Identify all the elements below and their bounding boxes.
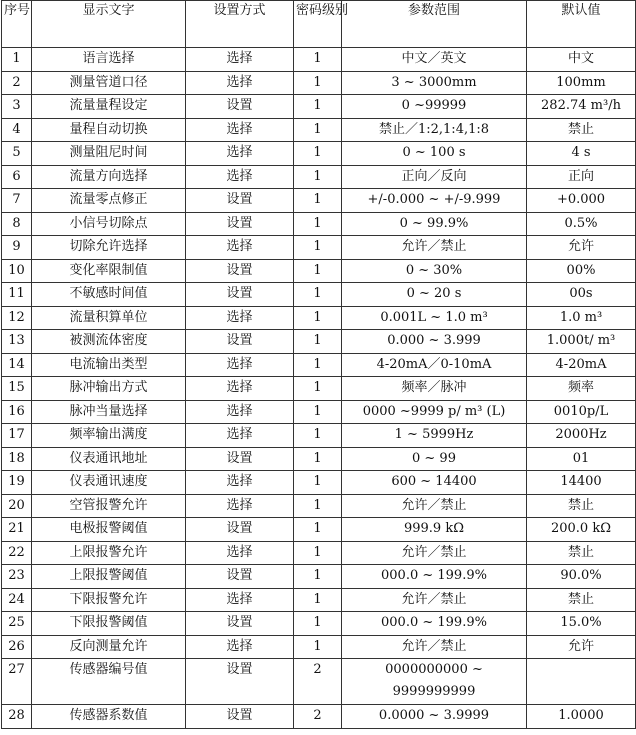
table-row [2, 189, 636, 213]
cell-default: 100mm [527, 71, 636, 95]
cell-level: 1 [294, 212, 342, 236]
cell-level: 1 [294, 377, 342, 401]
cell-level: 1 [294, 48, 342, 72]
header-range: 参数范围 [342, 1, 527, 48]
table-row [2, 518, 636, 542]
cell-default: +0.000 [527, 189, 636, 213]
cell-range: 0000 ~9999 p/ m³ (L) [342, 400, 527, 424]
cell-range: 允许／禁止 [342, 494, 527, 518]
table-row [2, 377, 636, 401]
cell-range: 0.0000 ~ 3.9999 [342, 705, 527, 729]
cell-range: 中文／英文 [342, 48, 527, 72]
cell-range: 0000000000 ~ 9999999999 [342, 659, 527, 705]
cell-range: 4-20mA／0-10mA [342, 353, 527, 377]
cell-no: 25 [2, 612, 32, 636]
cell-default: 1.0000 [527, 705, 636, 729]
cell-default: 01 [527, 447, 636, 471]
cell-no: 13 [2, 330, 32, 354]
table-row [2, 212, 636, 236]
table-row [2, 565, 636, 589]
cell-level: 1 [294, 259, 342, 283]
cell-name: 脉冲当量选择 [32, 400, 186, 424]
cell-no: 8 [2, 212, 32, 236]
cell-level: 1 [294, 565, 342, 589]
cell-range: 3 ~ 3000mm [342, 71, 527, 95]
cell-default: 允许 [527, 236, 636, 260]
cell-range: 允许／禁止 [342, 635, 527, 659]
cell-no: 16 [2, 400, 32, 424]
cell-name: 电流输出类型 [32, 353, 186, 377]
cell-default: 禁止 [527, 588, 636, 612]
cell-no: 23 [2, 565, 32, 589]
cell-range: 0.001L ~ 1.0 m³ [342, 306, 527, 330]
cell-level: 1 [294, 447, 342, 471]
cell-name: 仪表通讯速度 [32, 471, 186, 495]
cell-mode: 选择 [186, 541, 294, 565]
cell-name: 脉冲输出方式 [32, 377, 186, 401]
cell-mode: 设置 [186, 659, 294, 705]
cell-range: 0 ~99999 [342, 95, 527, 119]
cell-level: 2 [294, 659, 342, 705]
cell-range: 0 ~ 99.9% [342, 212, 527, 236]
cell-mode: 选择 [186, 165, 294, 189]
cell-level: 1 [294, 330, 342, 354]
cell-default: 1.0 m³ [527, 306, 636, 330]
cell-mode: 设置 [186, 189, 294, 213]
table-row [2, 541, 636, 565]
cell-mode: 设置 [186, 212, 294, 236]
cell-name: 测量阻尼时间 [32, 142, 186, 166]
cell-default: 1.000t/ m³ [527, 330, 636, 354]
table-row [2, 659, 636, 705]
cell-no: 14 [2, 353, 32, 377]
cell-mode: 设置 [186, 705, 294, 729]
cell-range: 0 ~ 20 s [342, 283, 527, 307]
table-row [2, 424, 636, 448]
cell-mode: 设置 [186, 565, 294, 589]
cell-default: 禁止 [527, 494, 636, 518]
cell-no: 5 [2, 142, 32, 166]
cell-no: 7 [2, 189, 32, 213]
cell-no: 22 [2, 541, 32, 565]
cell-no: 11 [2, 283, 32, 307]
cell-level: 1 [294, 518, 342, 542]
cell-default: 14400 [527, 471, 636, 495]
cell-mode: 设置 [186, 259, 294, 283]
cell-no: 21 [2, 518, 32, 542]
cell-no: 3 [2, 95, 32, 119]
table-row [2, 165, 636, 189]
cell-mode: 选择 [186, 236, 294, 260]
cell-default: 4-20mA [527, 353, 636, 377]
table-row [2, 635, 636, 659]
cell-mode: 设置 [186, 330, 294, 354]
cell-name: 下限报警阈值 [32, 612, 186, 636]
cell-range: 允许／禁止 [342, 236, 527, 260]
table-row [2, 705, 636, 729]
cell-name: 下限报警允许 [32, 588, 186, 612]
cell-level: 1 [294, 494, 342, 518]
cell-no: 20 [2, 494, 32, 518]
cell-name: 切除允许选择 [32, 236, 186, 260]
cell-name: 流量方向选择 [32, 165, 186, 189]
cell-level: 1 [294, 541, 342, 565]
cell-mode: 选择 [186, 635, 294, 659]
cell-default: 中文 [527, 48, 636, 72]
table-body [2, 48, 636, 729]
table-row [2, 353, 636, 377]
table-row [2, 306, 636, 330]
cell-range: 000.0 ~ 199.9% [342, 565, 527, 589]
cell-name: 空管报警允许 [32, 494, 186, 518]
cell-level: 2 [294, 705, 342, 729]
cell-default [527, 659, 636, 705]
table-header [2, 1, 636, 48]
table-row [2, 48, 636, 72]
cell-level: 1 [294, 95, 342, 119]
cell-mode: 设置 [186, 612, 294, 636]
header-row [2, 1, 636, 48]
cell-no: 10 [2, 259, 32, 283]
cell-mode: 选择 [186, 424, 294, 448]
cell-default: 0010p/L [527, 400, 636, 424]
cell-level: 1 [294, 118, 342, 142]
cell-range: 0 ~ 99 [342, 447, 527, 471]
table-row [2, 259, 636, 283]
cell-name: 传感器编号值 [32, 659, 186, 705]
cell-range: 禁止／1:2,1:4,1:8 [342, 118, 527, 142]
table-row [2, 400, 636, 424]
cell-range: 999.9 kΩ [342, 518, 527, 542]
table-row [2, 330, 636, 354]
cell-mode: 设置 [186, 447, 294, 471]
cell-level: 1 [294, 353, 342, 377]
cell-level: 1 [294, 424, 342, 448]
header-default: 默认值 [527, 1, 636, 48]
cell-default: 200.0 kΩ [527, 518, 636, 542]
cell-no: 9 [2, 236, 32, 260]
table-row [2, 494, 636, 518]
cell-no: 28 [2, 705, 32, 729]
cell-level: 1 [294, 142, 342, 166]
cell-range: 000.0 ~ 199.9% [342, 612, 527, 636]
table-row [2, 471, 636, 495]
cell-range: 频率／脉冲 [342, 377, 527, 401]
cell-range: 1 ~ 5999Hz [342, 424, 527, 448]
cell-level: 1 [294, 306, 342, 330]
cell-default: 00% [527, 259, 636, 283]
cell-name: 流量积算单位 [32, 306, 186, 330]
cell-range: 0.000 ~ 3.999 [342, 330, 527, 354]
table-row [2, 447, 636, 471]
cell-level: 1 [294, 400, 342, 424]
cell-name: 流量量程设定 [32, 95, 186, 119]
header-level: 密码级别 [294, 1, 342, 48]
cell-default: 4 s [527, 142, 636, 166]
cell-name: 上限报警阈值 [32, 565, 186, 589]
cell-no: 19 [2, 471, 32, 495]
table-row [2, 236, 636, 260]
cell-name: 上限报警允许 [32, 541, 186, 565]
cell-name: 被测流体密度 [32, 330, 186, 354]
cell-level: 1 [294, 189, 342, 213]
cell-level: 1 [294, 635, 342, 659]
cell-default: 禁止 [527, 541, 636, 565]
cell-no: 4 [2, 118, 32, 142]
cell-name: 小信号切除点 [32, 212, 186, 236]
cell-no: 12 [2, 306, 32, 330]
cell-name: 频率输出满度 [32, 424, 186, 448]
cell-no: 27 [2, 659, 32, 705]
table-row [2, 588, 636, 612]
cell-no: 6 [2, 165, 32, 189]
cell-no: 24 [2, 588, 32, 612]
cell-name: 语言选择 [32, 48, 186, 72]
cell-default: 频率 [527, 377, 636, 401]
table-row [2, 118, 636, 142]
header-mode: 设置方式 [186, 1, 294, 48]
table-row [2, 95, 636, 119]
cell-mode: 选择 [186, 71, 294, 95]
cell-mode: 选择 [186, 588, 294, 612]
cell-default: 正向 [527, 165, 636, 189]
cell-name: 变化率限制值 [32, 259, 186, 283]
cell-level: 1 [294, 236, 342, 260]
cell-no: 2 [2, 71, 32, 95]
cell-range: +/-0.000 ~ +/-9.999 [342, 189, 527, 213]
cell-range: 0 ~ 100 s [342, 142, 527, 166]
cell-mode: 选择 [186, 118, 294, 142]
cell-level: 1 [294, 71, 342, 95]
table-row [2, 142, 636, 166]
cell-range: 600 ~ 14400 [342, 471, 527, 495]
cell-range: 允许／禁止 [342, 541, 527, 565]
parameter-table [1, 0, 636, 729]
cell-range: 允许／禁止 [342, 588, 527, 612]
cell-level: 1 [294, 165, 342, 189]
table-row [2, 612, 636, 636]
cell-name: 电极报警阈值 [32, 518, 186, 542]
cell-level: 1 [294, 612, 342, 636]
cell-name: 测量管道口径 [32, 71, 186, 95]
cell-default: 禁止 [527, 118, 636, 142]
cell-mode: 选择 [186, 494, 294, 518]
cell-no: 18 [2, 447, 32, 471]
cell-default: 282.74 m³/h [527, 95, 636, 119]
cell-mode: 设置 [186, 518, 294, 542]
cell-mode: 设置 [186, 283, 294, 307]
cell-default: 15.0% [527, 612, 636, 636]
cell-level: 1 [294, 588, 342, 612]
cell-name: 不敏感时间值 [32, 283, 186, 307]
cell-default: 00s [527, 283, 636, 307]
cell-name: 仪表通讯地址 [32, 447, 186, 471]
cell-level: 1 [294, 283, 342, 307]
cell-range: 0 ~ 30% [342, 259, 527, 283]
cell-mode: 选择 [186, 471, 294, 495]
cell-default: 允许 [527, 635, 636, 659]
cell-mode: 设置 [186, 95, 294, 119]
cell-no: 15 [2, 377, 32, 401]
cell-mode: 选择 [186, 142, 294, 166]
cell-level: 1 [294, 471, 342, 495]
cell-mode: 选择 [186, 353, 294, 377]
header-no: 序号 [2, 1, 32, 48]
cell-name: 流量零点修正 [32, 189, 186, 213]
cell-mode: 选择 [186, 400, 294, 424]
cell-name: 传感器系数值 [32, 705, 186, 729]
cell-default: 2000Hz [527, 424, 636, 448]
cell-mode: 选择 [186, 48, 294, 72]
cell-mode: 选择 [186, 377, 294, 401]
cell-name: 量程自动切换 [32, 118, 186, 142]
cell-default: 90.0% [527, 565, 636, 589]
cell-no: 1 [2, 48, 32, 72]
table-row [2, 283, 636, 307]
cell-range: 正向／反向 [342, 165, 527, 189]
cell-no: 17 [2, 424, 32, 448]
cell-name: 反向测量允许 [32, 635, 186, 659]
header-name: 显示文字 [32, 1, 186, 48]
cell-mode: 选择 [186, 306, 294, 330]
table-row [2, 71, 636, 95]
cell-no: 26 [2, 635, 32, 659]
cell-default: 0.5% [527, 212, 636, 236]
